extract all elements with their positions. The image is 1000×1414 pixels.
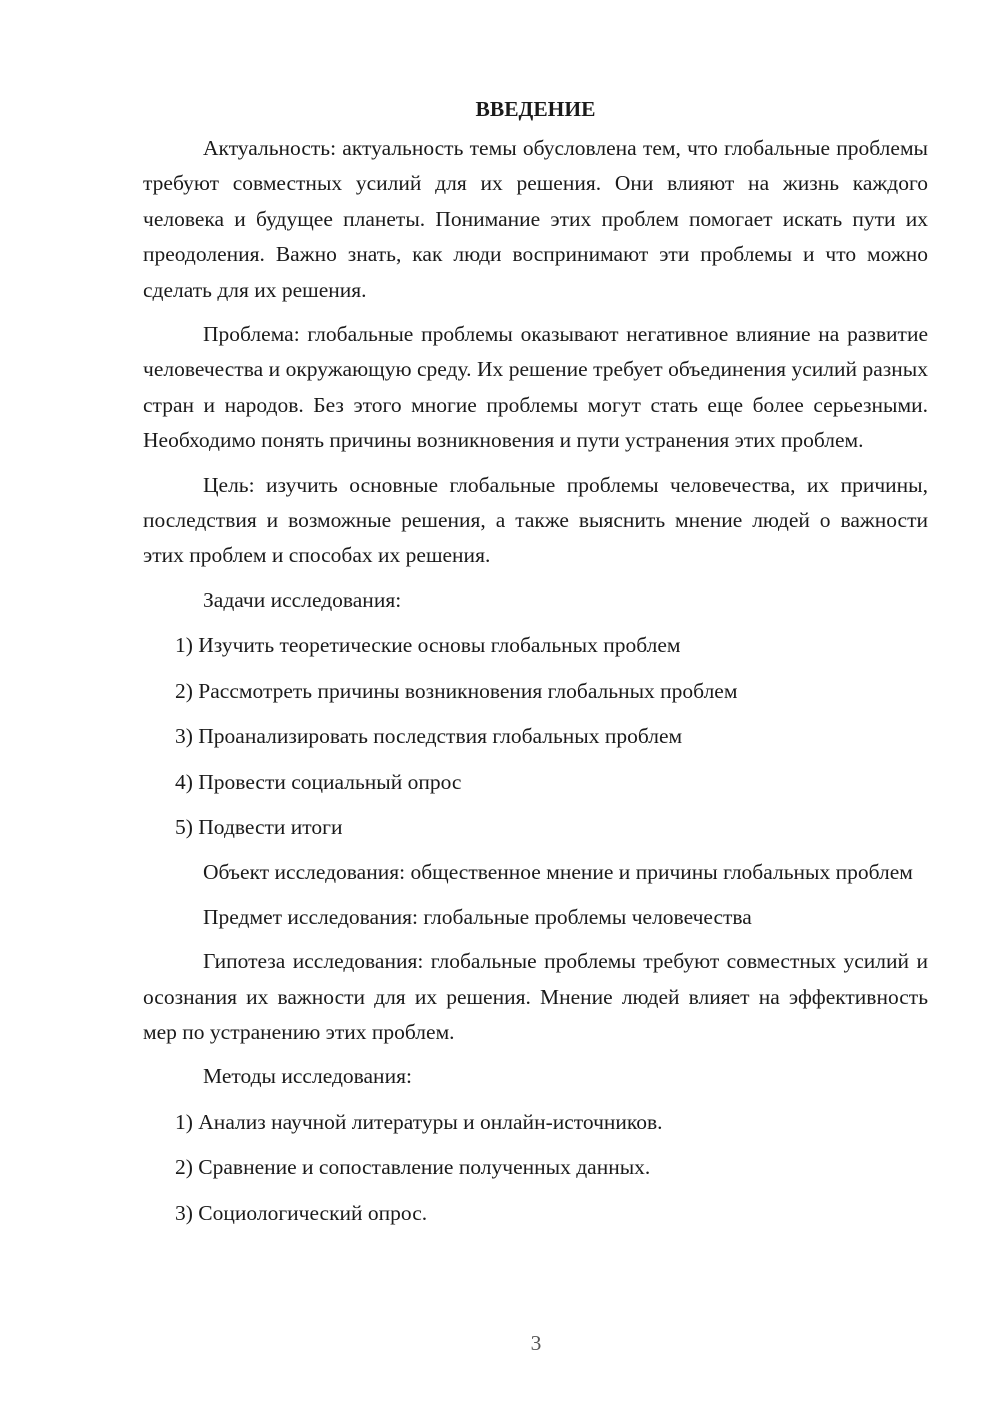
methods-heading: Методы исследования: xyxy=(203,1064,412,1089)
hypothesis-paragraph: Гипотеза исследования: глобальные проблемы требуют совместных усилий и осознания их важности для их решения. Мнение людей влияет на эффективность мер по устранению этих проблем. xyxy=(143,949,928,1044)
task-item-2: 2) Рассмотреть причины возникновения глобальных проблем xyxy=(175,678,738,703)
problem-paragraph: Проблема: глобальные проблемы оказывают негативное влияние на развитие человечества и окружающую среду. Их решение требует объединения усилий разных стран и народов. Без этого многие проблемы могут стать еще более серьезными. Необходимо понять причины возникновения и пути устранения этих проблем. xyxy=(143,322,928,453)
method-item-3: 3) Социологический опрос. xyxy=(175,1200,428,1225)
tasks-heading: Задачи исследования: xyxy=(203,587,402,612)
task-item-5: 5) Подвести итоги xyxy=(175,814,343,839)
page-number: 3 xyxy=(530,1331,542,1355)
task-item-4: 4) Провести социальный опрос xyxy=(175,769,462,794)
page-content xyxy=(143,92,928,1241)
method-item-2: 2) Сравнение и сопоставление полученных данных. xyxy=(175,1155,651,1180)
task-item-3: 3) Проанализировать последствия глобальных проблем xyxy=(175,724,683,749)
object-paragraph: Объект исследования: общественное мнение и причины глобальных проблем xyxy=(203,860,913,885)
task-item-1: 1) Изучить теоретические основы глобальных проблем xyxy=(175,633,681,658)
method-item-1: 1) Анализ научной литературы и онлайн-источников. xyxy=(175,1109,663,1134)
section-title: ВВЕДЕНИЕ xyxy=(475,97,596,121)
relevance-paragraph: Актуальность: актуальность темы обусловлена тем, что глобальные проблемы требуют совместных усилий для их решения. Они влияют на жизнь каждого человека и будущее планеты. Понимание этих проблем помогает искать пути их преодоления. Важно знать, как люди воспринимают эти проблемы и что можно сделать для их решения. xyxy=(143,136,928,302)
goal-paragraph: Цель: изучить основные глобальные проблемы человечества, их причины, последствия и возможные решения, а также выяснить мнение людей о важности этих проблем и способах их решения. xyxy=(143,472,928,568)
subject-paragraph: Предмет исследования: глобальные проблемы человечества xyxy=(203,904,752,929)
